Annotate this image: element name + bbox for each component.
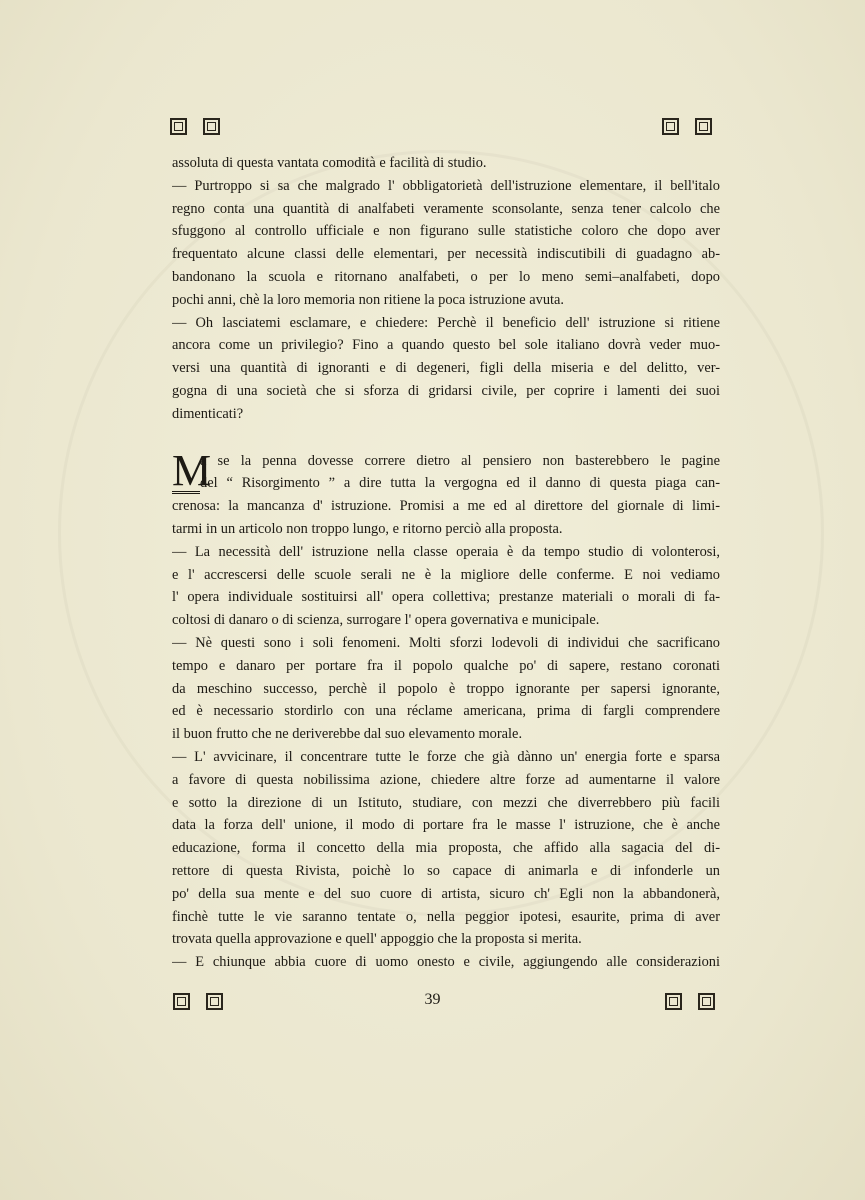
text-line-wrap xyxy=(172,312,720,335)
text-line: tempo e danaro per portare fra il popolo qualche po' di sapere, restano coronati xyxy=(172,657,720,674)
text-line: ed è necessario stordirlo con una réclame americana, prima di fargli comprendere xyxy=(172,703,720,720)
text-line: rettore di questa Rivista, poichè lo so capace di animarla e di infonderle un xyxy=(172,862,720,879)
text-line-wrap xyxy=(172,883,720,906)
text-line-wrap xyxy=(172,746,720,769)
text-line: sfuggono al controllo ufficiale e non figurano sulle statistiche coloro che dopo aver xyxy=(172,223,720,240)
text-line: ancora come un privilegio? Fino a quando questo bel sole italiano dovrà veder muo- xyxy=(172,337,720,354)
text-line: pochi anni, chè la loro memoria non ritiene la poca istruzione avuta. xyxy=(172,291,565,308)
text-line: — L' avvicinare, il concentrare tutte le forze che già dànno un' energia forte e sparsa xyxy=(172,748,720,765)
text-line-wrap xyxy=(172,266,720,289)
text-line-wrap xyxy=(172,723,720,746)
body-text xyxy=(172,152,720,974)
text-line: — Purtroppo si sa che malgrado l' obbligatorietà dell'istruzione elementare, il bell'italo xyxy=(172,177,720,194)
text-line-wrap xyxy=(172,951,720,974)
text-line-wrap xyxy=(172,655,720,678)
text-line: — E chiunque abbia cuore di uomo onesto e civile, aggiungendo alle considerazioni xyxy=(172,954,720,971)
text-line: da meschino successo, perchè il popolo è troppo ignorante per sapersi ignorante, xyxy=(172,680,720,697)
text-line-wrap xyxy=(172,518,720,541)
text-line: — La necessità dell' istruzione nella classe operaia è da tempo studio di volonterosi, xyxy=(172,543,720,560)
square-ornament-icon xyxy=(698,993,715,1010)
text-line-wrap xyxy=(172,837,720,860)
text-line-wrap xyxy=(172,175,720,198)
text-line: tarmi in un articolo non troppo lungo, e ritorno perciò alla proposta. xyxy=(172,520,563,537)
text-line: data la forza dell' unione, il modo di portare fra le masse l' istruzione, che è anche xyxy=(172,817,720,834)
text-line: finchè tutte le vie saranno tentate o, nella peggior ipotesi, esaurite, prima di aver xyxy=(172,908,720,925)
text-line-wrap xyxy=(172,220,720,243)
text-line: e sotto la direzione di un Istituto, studiare, con mezzi che diverrebbero più facili xyxy=(172,794,720,811)
text-line: assoluta di questa vantata comodità e facilità di studio. xyxy=(172,155,487,171)
text-line: dimenticati? xyxy=(172,405,244,422)
text-line-wrap xyxy=(172,564,720,587)
square-ornament-icon xyxy=(695,118,712,135)
text-line-wrap xyxy=(172,380,720,403)
square-ornament-icon xyxy=(170,118,187,135)
header-ornament-right xyxy=(662,118,712,135)
text-line: crenosa: la mancanza d' istruzione. Promisi a me ed al direttore del giornale di limi- xyxy=(172,498,720,515)
text-line: gogna di una società che si sforza di gridarsi civile, per coprire i lamenti dei suoi xyxy=(172,382,720,399)
text-line-wrap xyxy=(172,357,720,380)
text-line-wrap xyxy=(172,289,720,312)
text-line: del “ Risorgimento ” a dire tutta la vergogna ed il danno di questa piaga can- xyxy=(200,475,720,492)
text-line-wrap xyxy=(172,906,720,929)
text-line-wrap xyxy=(172,152,720,175)
text-line-wrap xyxy=(172,860,720,883)
text-line-wrap xyxy=(172,678,720,701)
square-ornament-icon xyxy=(662,118,679,135)
header-ornament-left xyxy=(170,118,220,135)
text-line-wrap xyxy=(172,472,720,495)
text-line: — Oh lasciatemi esclamare, e chiedere: Perchè il beneficio dell' istruzione si ritiene xyxy=(172,314,720,331)
text-line: frequentato alcune classi delle elementari, per necessità indiscutibili di guadagno ab- xyxy=(172,246,720,263)
text-line-wrap xyxy=(172,495,720,518)
text-line: regno conta una quantità di analfabeti veramente sconsolante, senza tener calcolo che xyxy=(172,200,720,217)
text-line-wrap xyxy=(172,334,720,357)
text-line: bandonano la scuola e ritornano analfabeti, o per lo meno semi–analfabeti, dopo xyxy=(172,268,720,285)
text-line: a se la penna dovesse correre dietro al pensiero non basterebbero le pagine xyxy=(200,452,720,469)
paragraph-gap xyxy=(172,426,720,450)
text-line-wrap xyxy=(172,198,720,221)
text-line-wrap xyxy=(172,586,720,609)
text-line: l' opera individuale sostituirsi all' opera collettiva; prestanze materiali o morali di fa- xyxy=(172,589,720,606)
text-line: coltosi di danaro o di scienza, surrogare l' opera governativa e municipale. xyxy=(172,612,600,629)
text-line-wrap xyxy=(172,769,720,792)
footer-ornament-right xyxy=(665,993,715,1010)
text-line: educazione, forma il concetto della mia proposta, che affido alla sagacia del di- xyxy=(172,840,720,857)
square-ornament-icon xyxy=(665,993,682,1010)
text-line-wrap xyxy=(172,243,720,266)
text-line-wrap xyxy=(172,609,720,632)
text-line: a favore di questa nobilissima azione, chiedere altre forze ad aumentarne il valore xyxy=(172,771,720,788)
text-line-wrap xyxy=(172,700,720,723)
dropcap: M xyxy=(172,445,212,495)
text-line-wrap xyxy=(172,814,720,837)
text-line-wrap xyxy=(172,928,720,951)
text-line: versi una quantità di ignoranti e di degeneri, figli della miseria e del delitto, ver- xyxy=(172,360,720,377)
text-line: e l' accrescersi delle scuole serali ne è la migliore delle conferme. E noi vediamo xyxy=(172,566,720,583)
square-ornament-icon xyxy=(203,118,220,135)
page-number: 39 xyxy=(424,991,441,1008)
text-line-wrap xyxy=(172,541,720,564)
text-line: trovata quella approvazione e quell' appoggio che la proposta si merita. xyxy=(172,931,582,948)
text-line: il buon frutto che ne deriverebbe dal suo elevamento morale. xyxy=(172,726,523,743)
text-line-wrap xyxy=(172,403,720,426)
text-line: — Nè questi sono i soli fenomeni. Molti sforzi lodevoli di individui che sacrificano xyxy=(172,634,720,651)
text-line-wrap xyxy=(172,792,720,815)
text-line-wrap xyxy=(172,632,720,655)
text-line: po' della sua mente e del suo cuore di artista, sicuro ch' Egli non la abbandonerà, xyxy=(172,885,720,902)
